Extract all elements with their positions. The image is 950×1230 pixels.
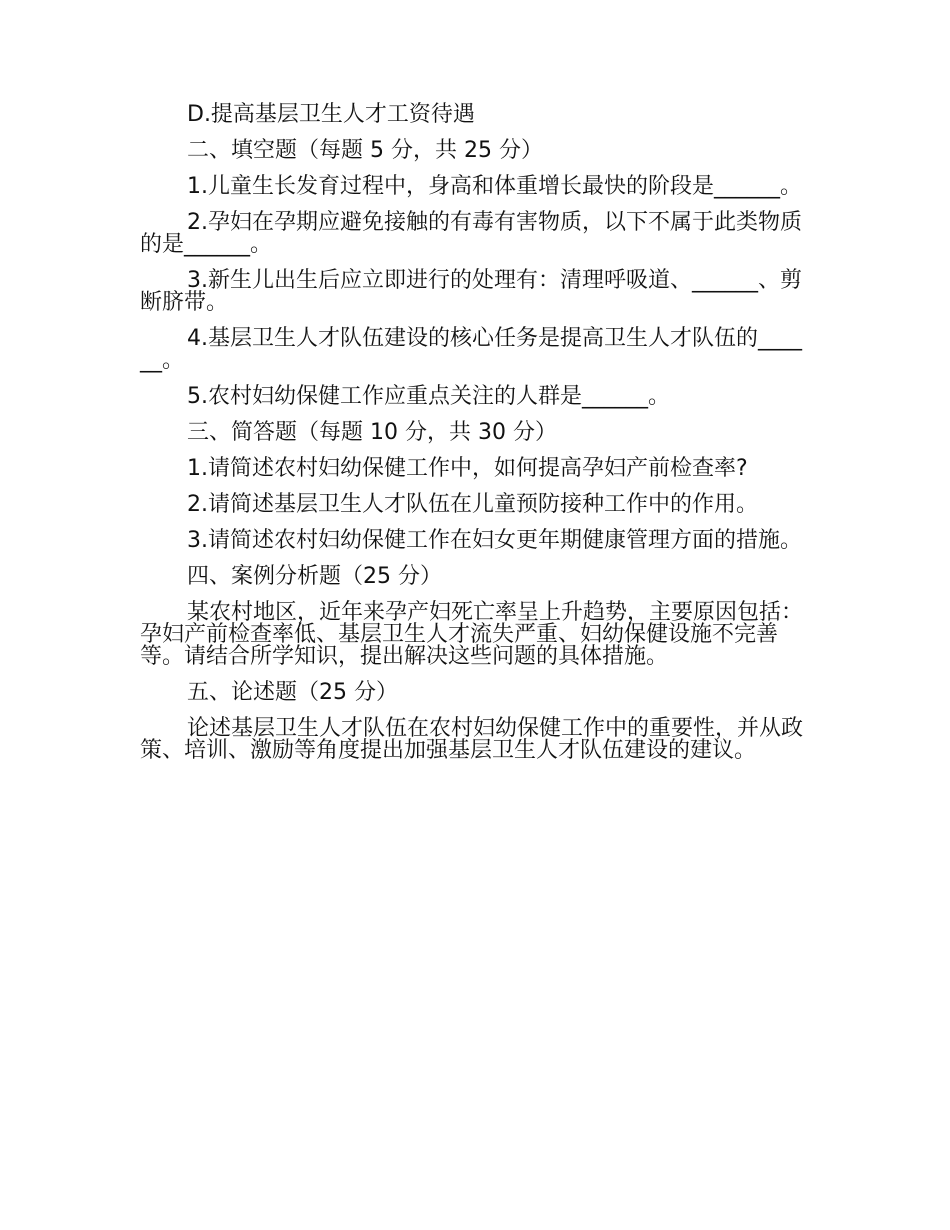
fill-blank-question-5: 5.农村妇幼保健工作应重点关注的人群是______。 <box>187 384 670 409</box>
section-heading-fill-blank: 二、填空题（每题 5 分，共 25 分） <box>187 138 543 163</box>
case-analysis-question: 某农村地区，近年来孕产妇死亡率呈上升趋势，主要原因包括：孕妇产前检查率低、基层卫生人才流失严重、妇幼保健设施不完善等。请结合所学知识，提出解决这些问题的具体措施。 <box>140 600 804 669</box>
section-heading-case-analysis: 四、案例分析题（25 分） <box>187 564 442 589</box>
essay-question: 论述基层卫生人才队伍在农村妇幼保健工作中的重要性，并从政策、培训、激励等角度提出加强基层卫生人才队伍建设的建议。 <box>140 716 804 763</box>
short-answer-question-3: 3.请简述农村妇幼保健工作在妇女更年期健康管理方面的措施。 <box>187 528 802 553</box>
document-body <box>140 104 812 762</box>
short-answer-question-1: 1.请简述农村妇幼保健工作中，如何提高孕妇产前检查率? <box>187 456 748 481</box>
section-heading-short-answer: 三、简答题（每题 10 分，共 30 分） <box>187 420 557 445</box>
fill-blank-question-2: 2.孕妇在孕期应避免接触的有毒有害物质，以下不属于此类物质的是______。 <box>140 210 802 257</box>
fill-blank-question-3: 3.新生儿出生后应立即进行的处理有：清理呼吸道、______、剪断脐带。 <box>140 268 802 315</box>
fill-blank-question-4: 4.基层卫生人才队伍建设的核心任务是提高卫生人才队伍的______。 <box>140 326 802 373</box>
short-answer-question-2: 2.请简述基层卫生人才队伍在儿童预防接种工作中的作用。 <box>187 492 758 517</box>
fill-blank-question-1: 1.儿童生长发育过程中，身高和体重增长最快的阶段是______。 <box>187 174 802 199</box>
option-d-text: D.提高基层卫生人才工资待遇 <box>187 102 475 127</box>
section-heading-essay: 五、论述题（25 分） <box>187 680 398 705</box>
